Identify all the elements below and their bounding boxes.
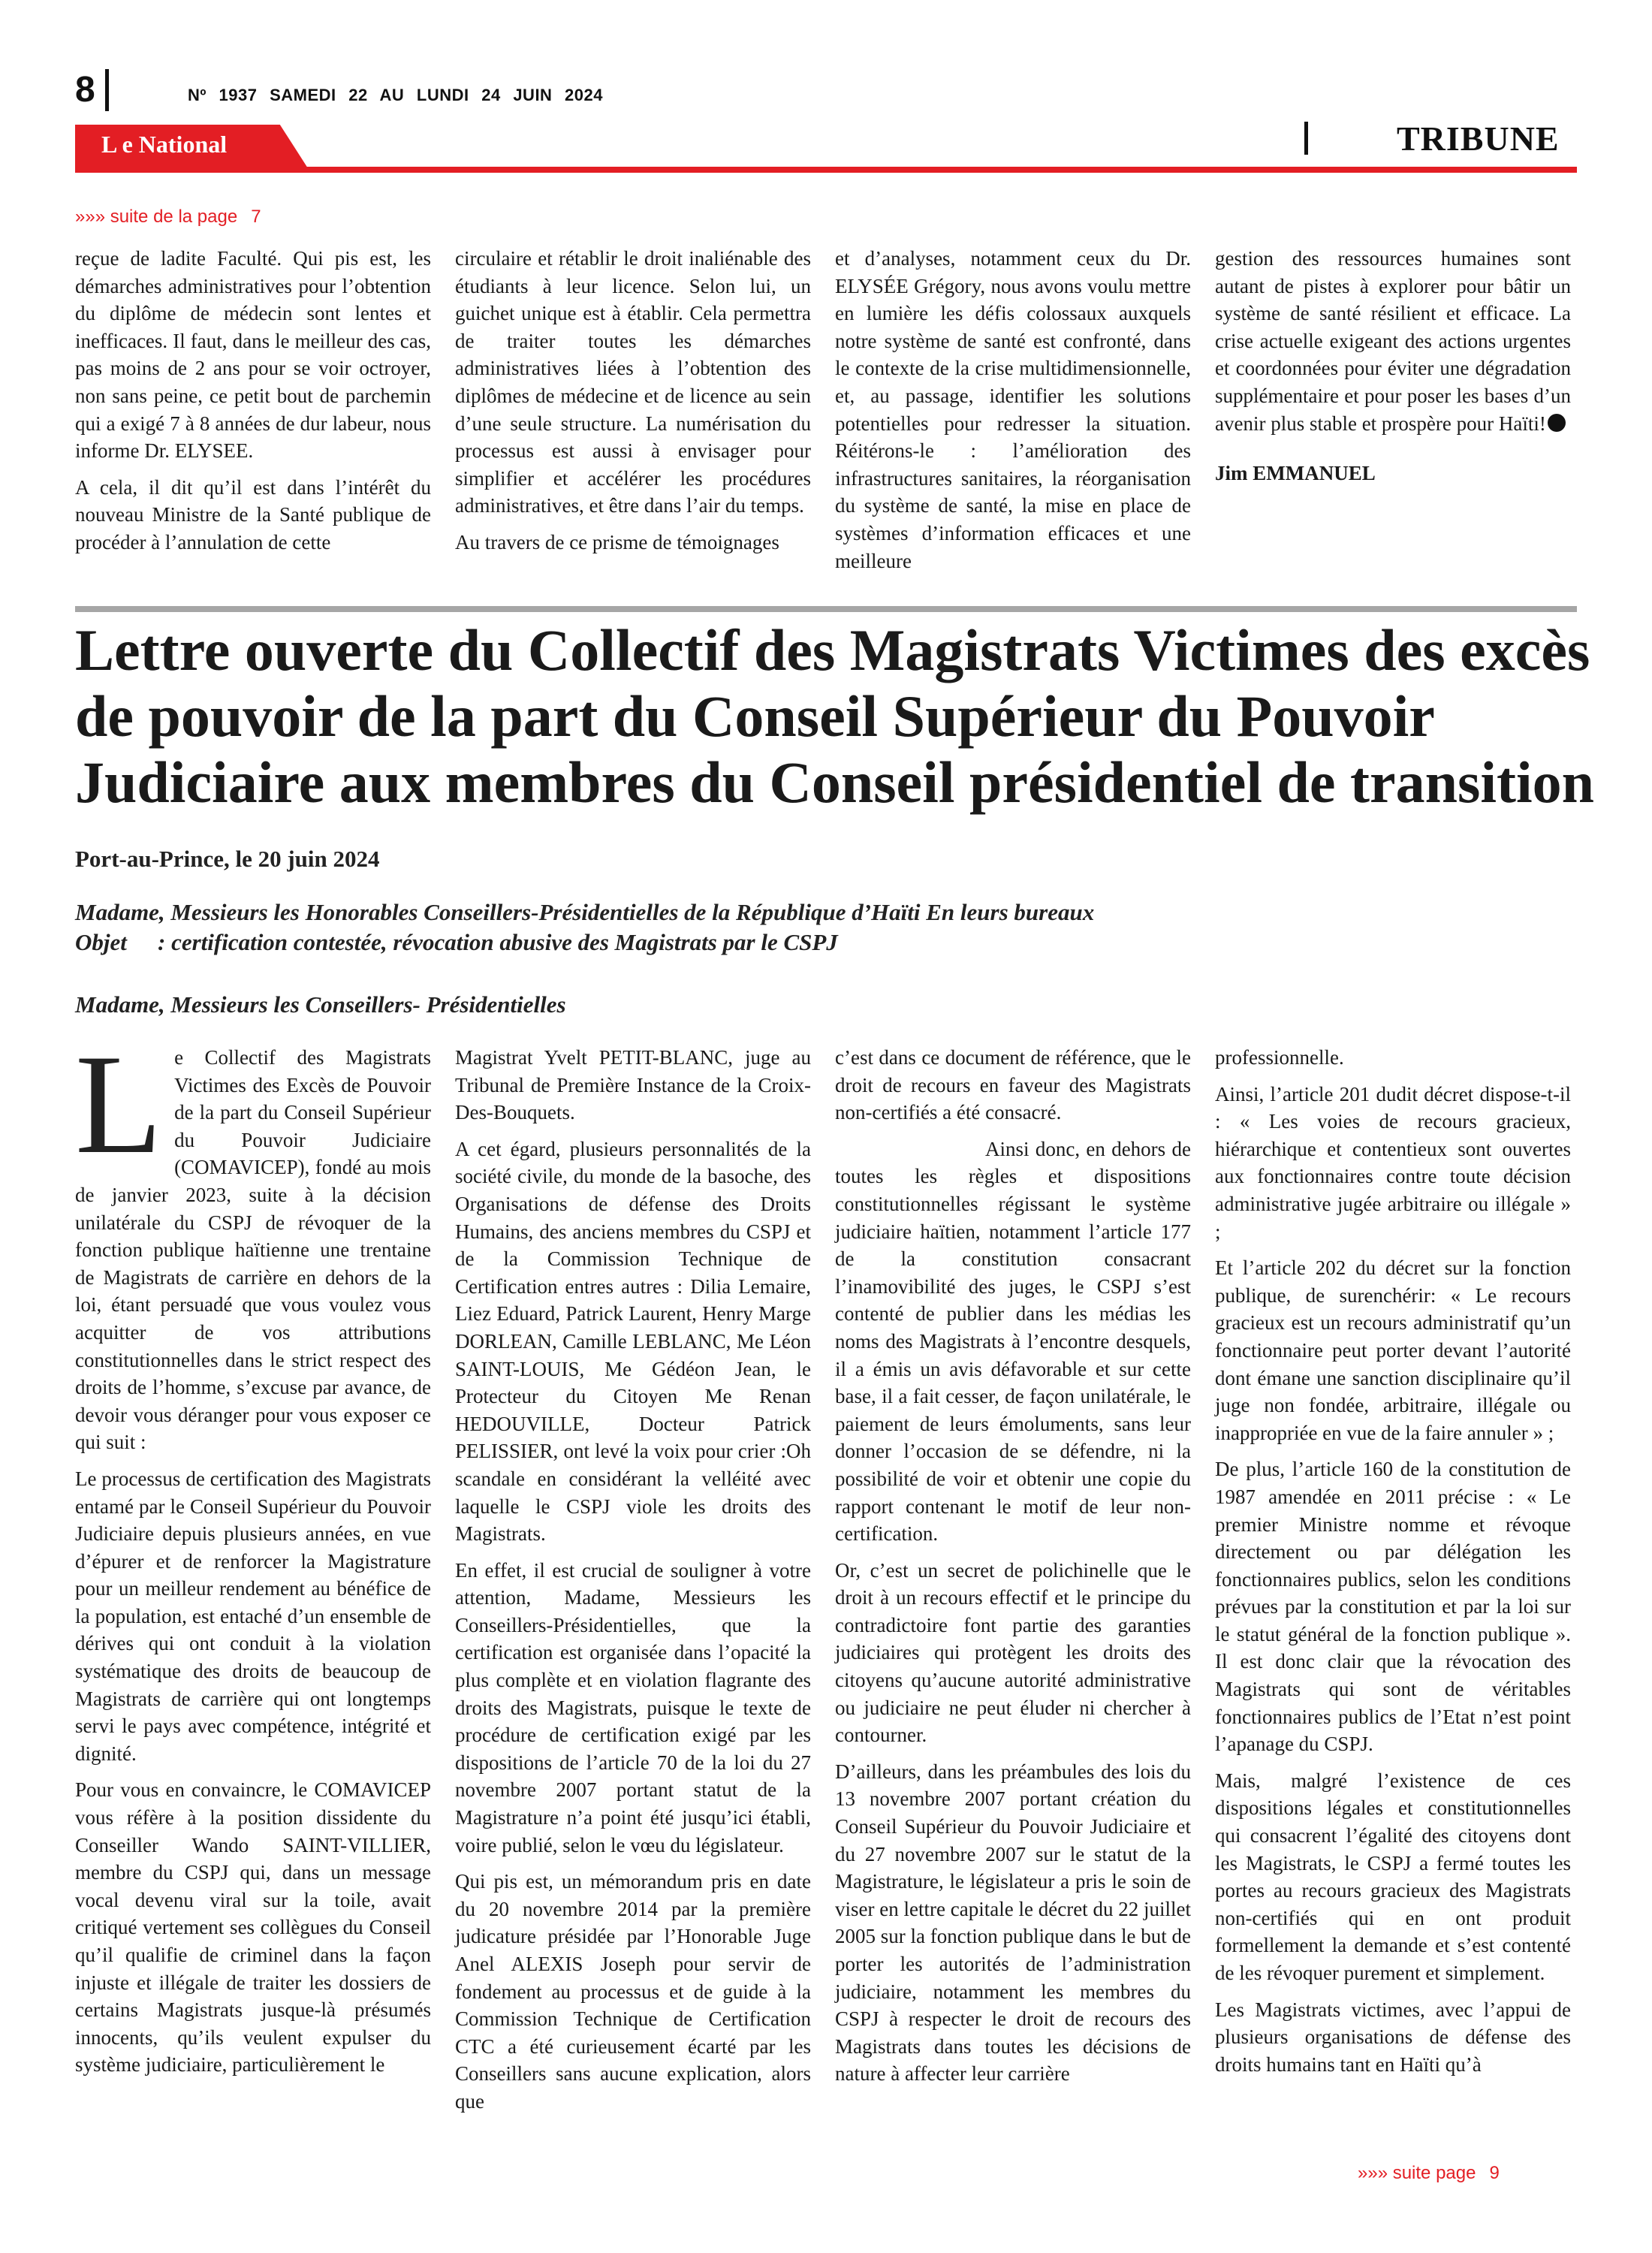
paragraph: Or, c’est un secret de polichinelle que le droit à un recours effectif et le principe du contradictoire font partie des garanties judiciaires qui protègent les droits des citoyens qu’aucune autorité administrative ou judiciaire ne peut éluder ni chercher à contourner. [835,1558,1191,1747]
paragraph: Et l’article 202 du décret sur la fonction publique, de surenchérir: « Le recours gracieux est un recours administratif qu’un fonctionnaire peut porter devant l’autorité dont émane une sanction disciplinaire qu’il juge non fondée, arbitraire, illégale ou inappropriée en vue de la faire annuler » ; [1215,1256,1571,1444]
page-number: 8 [75,70,95,110]
masthead-red-rule [75,167,1577,173]
paragraph-text: e Collectif des Magistrats Victimes des Excès de Pouvoir de la part du Conseil Supérieur du Pouvoir Judiciaire (COMAVICEP), fondé au mois de janvier 2023, suite à la décision unilatérale du CSPJ de révoquer de la fonction publique haïtienne une trentaine de Magistrats de carrière en dehors de la loi, étant persuadé que vous voulez vous acquitter de vos attributions constitutionnelles dans le strict respect des droits de l’homme, s’excuse par avance, de devoir vous déranger pour vous exposer ce qui suit : [75,1046,431,1454]
paragraph: et d’analyses, notamment ceux du Dr. ELYSÉE Grégory, nous avons voulu mettre en lumière les défis colossaux auxquels notre système de santé est confronté, dans le contexte de la crise multidimensionnelle, et, au passage, identifier les solutions potentielles pour redresser la situation. Réitérons-le : l’amélioration des infrastructures sanitaires, la réorganisation du système de santé, la mise en place de systèmes d’information efficaces et une meilleure [835,247,1191,572]
prev-article-column-1 [75,245,431,566]
paragraph: Mais, malgré l’existence de ces dispositions légales et constitutionnelles qui consacrent l’égalité des citoyens dont les Magistrats, le CSPJ a fermé toutes les portes au recours gracieux des Magistrats non-certifiés qui en ont produit formellement la demande et s’est contenté de les révoquer purement et simplement. [1215,1769,1571,1984]
continued-from-page: 7 [251,207,261,227]
article-separator [75,606,1577,612]
letter-object [75,927,1094,958]
masthead-logo: L e National [101,131,228,158]
paragraph: Au travers de ce prisme de témoignages [455,530,779,553]
article-headline: Lettre ouverte du Collectif des Magistrats Victimes des excès de pouvoir de la part du Conseil Supérieur du Pouvoir Judiciaire aux membres du Conseil présidentiel de transition [75,617,1595,815]
paragraph-with-end-mark [1215,245,1571,437]
paragraph: reçue de ladite Faculté. Qui pis est, les démarches administratives pour l’obtention du diplôme de médecin sont lentes et inefficaces. Il faut, dans le meilleur des cas, pas moins de 2 ans pour se voir octroyer, non sans peine, ce petit bout de parchemin qui a exigé 7 à 8 années de dur labeur, nous informe Dr. ELYSEE. [75,247,431,463]
author-signature: Jim EMMANUEL [1215,462,1376,485]
paragraph: Ainsi donc, en dehors de toutes les règles et dispositions constitutionnelles régissant le système judiciaire haïtien, notamment l’article 177 de la constitution consacrant l’inamovibilité des juges, le CSPJ s’est contenté de publier dans les médias les noms des Magistrats à l’encontre desquels, il a émis un avis défavorable et sur cette base, il a fait cesser, de façon unilatérale, le paiement de leurs émoluments, sans leur donner l’occasion de se défendre, ni la possibilité de voir et obtenir une copie du rapport contenant le motif de leur non-certification. [835,1137,1191,1546]
article-column-2 [455,1044,811,2125]
letter-dateline: Port-au-Prince, le 20 juin 2024 [75,846,380,872]
continued-from-text: »»» suite de la page [75,207,238,227]
letter-address-block [75,897,1094,958]
paragraph: D’ailleurs, dans les préambules des lois du 13 novembre 2007 portant création du Conseil Supérieur du Pouvoir Judiciaire et du 27 novembre 2007 sur le statut de la Magistrature, le législateur a pris le soin de viser en lettre capitale le décret du 22 juillet 2005 sur la fonction publique dans le but de porter les autorités de l’administration judiciaire, notamment les membres du CSPJ à respecter le droit de recours des Magistrats dans toutes les décisions de nature à affecter leur carrière [835,1760,1191,2086]
continued-to-link[interactable] [1358,2163,1500,2184]
continued-to-page: 9 [1489,2163,1500,2183]
paragraph: Pour vous en convaincre, le COMAVICEP vous réfère à la position dissidente du Conseiller Wando SAINT-VILLIER, membre du CSPJ qui, dans un message vocal devenu viral sur la toile, avait critiqué vertement ses collègues du Conseil qu’il qualifie de criminel dans la façon injuste et illégale de traiter les dossiers de certains Magistrats jusque-là présumés innocents, qu’ils veulent expulser du système judiciaire, particulièrement le [75,1778,431,2077]
section-title: TRIBUNE [1397,119,1560,158]
letter-recipients: Madame, Messieurs les Honorables Conseillers-Présidentielles de la République d’Haïti En leurs bureaux [75,899,1095,925]
prev-article-column-4 [1215,245,1571,496]
paragraph: professionnelle. [1215,1046,1344,1069]
prev-article-column-2 [455,245,811,566]
continued-from-link[interactable] [75,207,261,228]
paragraph: Les Magistrats victimes, avec l’appui de plusieurs organisations de défense des droits humains tant en Haïti qu’à [1215,1998,1571,2076]
end-of-article-icon [1548,414,1566,432]
section-divider [1304,122,1308,155]
paragraph: c’est dans ce document de référence, que le droit de recours en faveur des Magistrats non-certifiés a été consacré. [835,1046,1191,1124]
drop-cap: L [75,1026,163,1184]
article-column-3 [835,1044,1191,2097]
paragraph: Magistrat Yvelt PETIT-BLANC, juge au Tribunal de Première Instance de la Croix-Des-Bouquets. [455,1046,811,1124]
object-label: Objet [75,929,127,955]
paragraph: Qui pis est, un mémorandum pris en date du 20 novembre 2014 par la première judicature présidée par l’Honorable Juge Anel ALEXIS Joseph pour servir de fondement au processus et de guide à la Commission Technique de Certification CTC a été curieusement écarté par les Conseillers sans aucune explication, alors que [455,1870,811,2113]
paragraph: A cet égard, plusieurs personnalités de la société civile, du monde de la basoche, des Organisations de défense des Droits Humains, des anciens membres du CSPJ et de la Commission Technique de Certification entres autres : Dilia Lemaire, Liez Eduard, Patrick Laurent, Henry Marge DORLEAN, Camille LEBLANC, Me Léon SAINT-LOUIS, Me Gédéon Jean, le Protecteur du Citoyen Me Renan HEDOUVILLE, Docteur Patrick PELISSIER, ont levé la voix pour crier :Oh scandale en considérant la velléité avec laquelle le CSPJ viole les droits des Magistrats. [455,1137,811,1546]
paragraph: circulaire et rétablir le droit inaliénable des étudiants à leur licence. Selon lui, un guichet unique est à établir. Cela permettra de traiter toutes les démarches administratives liées à l’obtention des diplômes de médecine et de licence au sein d’une seule structure. La numérisation du processus est aussi à envisager pour simplifier et accélérer les procédures administratives, et être dans l’air du temps. [455,247,811,517]
letter-salutation: Madame, Messieurs les Conseillers- Présidentielles [75,991,566,1018]
paragraph: A cela, il dit qu’il est dans l’intérêt du nouveau Ministre de la Santé publique de procéder à l’annulation de cette [75,475,431,553]
paragraph: En effet, il est crucial de souligner à votre attention, Madame, Messieurs les Conseillers-Présidentielles, que la certification est organisée dans l’opacité la plus complète et en violation flagrante des droits des Magistrats, puisque le texte de procédure de certification exigé par les dispositions de l’article 70 de la loi du 27 novembre 2007 portant statut de la Magistrature n’a point été jusqu’ici établi, voire publié, selon le vœu du législateur. [455,1558,811,1856]
object-text: : certification contestée, révocation abusive des Magistrats par le CSPJ [158,929,838,955]
opening-paragraph [75,1026,431,1456]
issue-dateline: Nº 1937 SAMEDI 22 AU LUNDI 24 JUIN 2024 [188,86,604,104]
continued-to-text: »»» suite page [1358,2163,1476,2183]
paragraph: Ainsi, l’article 201 dudit décret dispose-t-il : « Les voies de recours gracieux, hiérarchique et contentieux sont ouvertes aux fonctionnaires contre toute décision administrative jugée arbitraire ou illégale » ; [1215,1082,1571,1243]
paragraph: De plus, l’article 160 de la constitution de 1987 amendée en 2011 précise : « Le premier Ministre nomme et révoque directement ou par délégation les fonctionnaires publics, selon les conditions prévues par la constitution et par la loi sur le statut général de la fonction publique ». Il est donc clair que la révocation des Magistrats qui sont de véritables fonctionnaires publics de l’Etat n’est point l’apanage du CSPJ. [1215,1458,1571,1756]
article-column-4 [1215,1044,1571,2087]
paragraph: Le processus de certification des Magistrats entamé par le Conseil Supérieur du Pouvoir Judiciaire depuis plusieurs années, en vue d’épurer et de renforcer la Magistrature pour un meilleur rendement au bénéfice de la population, est entaché d’un ensemble de dérives qui ont conduit à la violation systématique des droits de beaucoup de Magistrats de carrière qui ont longtemps servi le pays avec compétence, intégrité et dignité. [75,1467,431,1765]
article-column-1 [75,1026,431,2088]
prev-article-column-3 [835,245,1191,584]
paragraph-text: gestion des ressources humaines sont autant de pistes à explorer pour bâtir un système de santé résilient et efficace. La crise actuelle exigeant des actions urgentes et coordonnées pour éviter une dégradation supplémentaire et pour poser les bases d’un avenir plus stable et prospère pour Haïti! [1215,247,1571,435]
page-number-divider [105,69,109,111]
